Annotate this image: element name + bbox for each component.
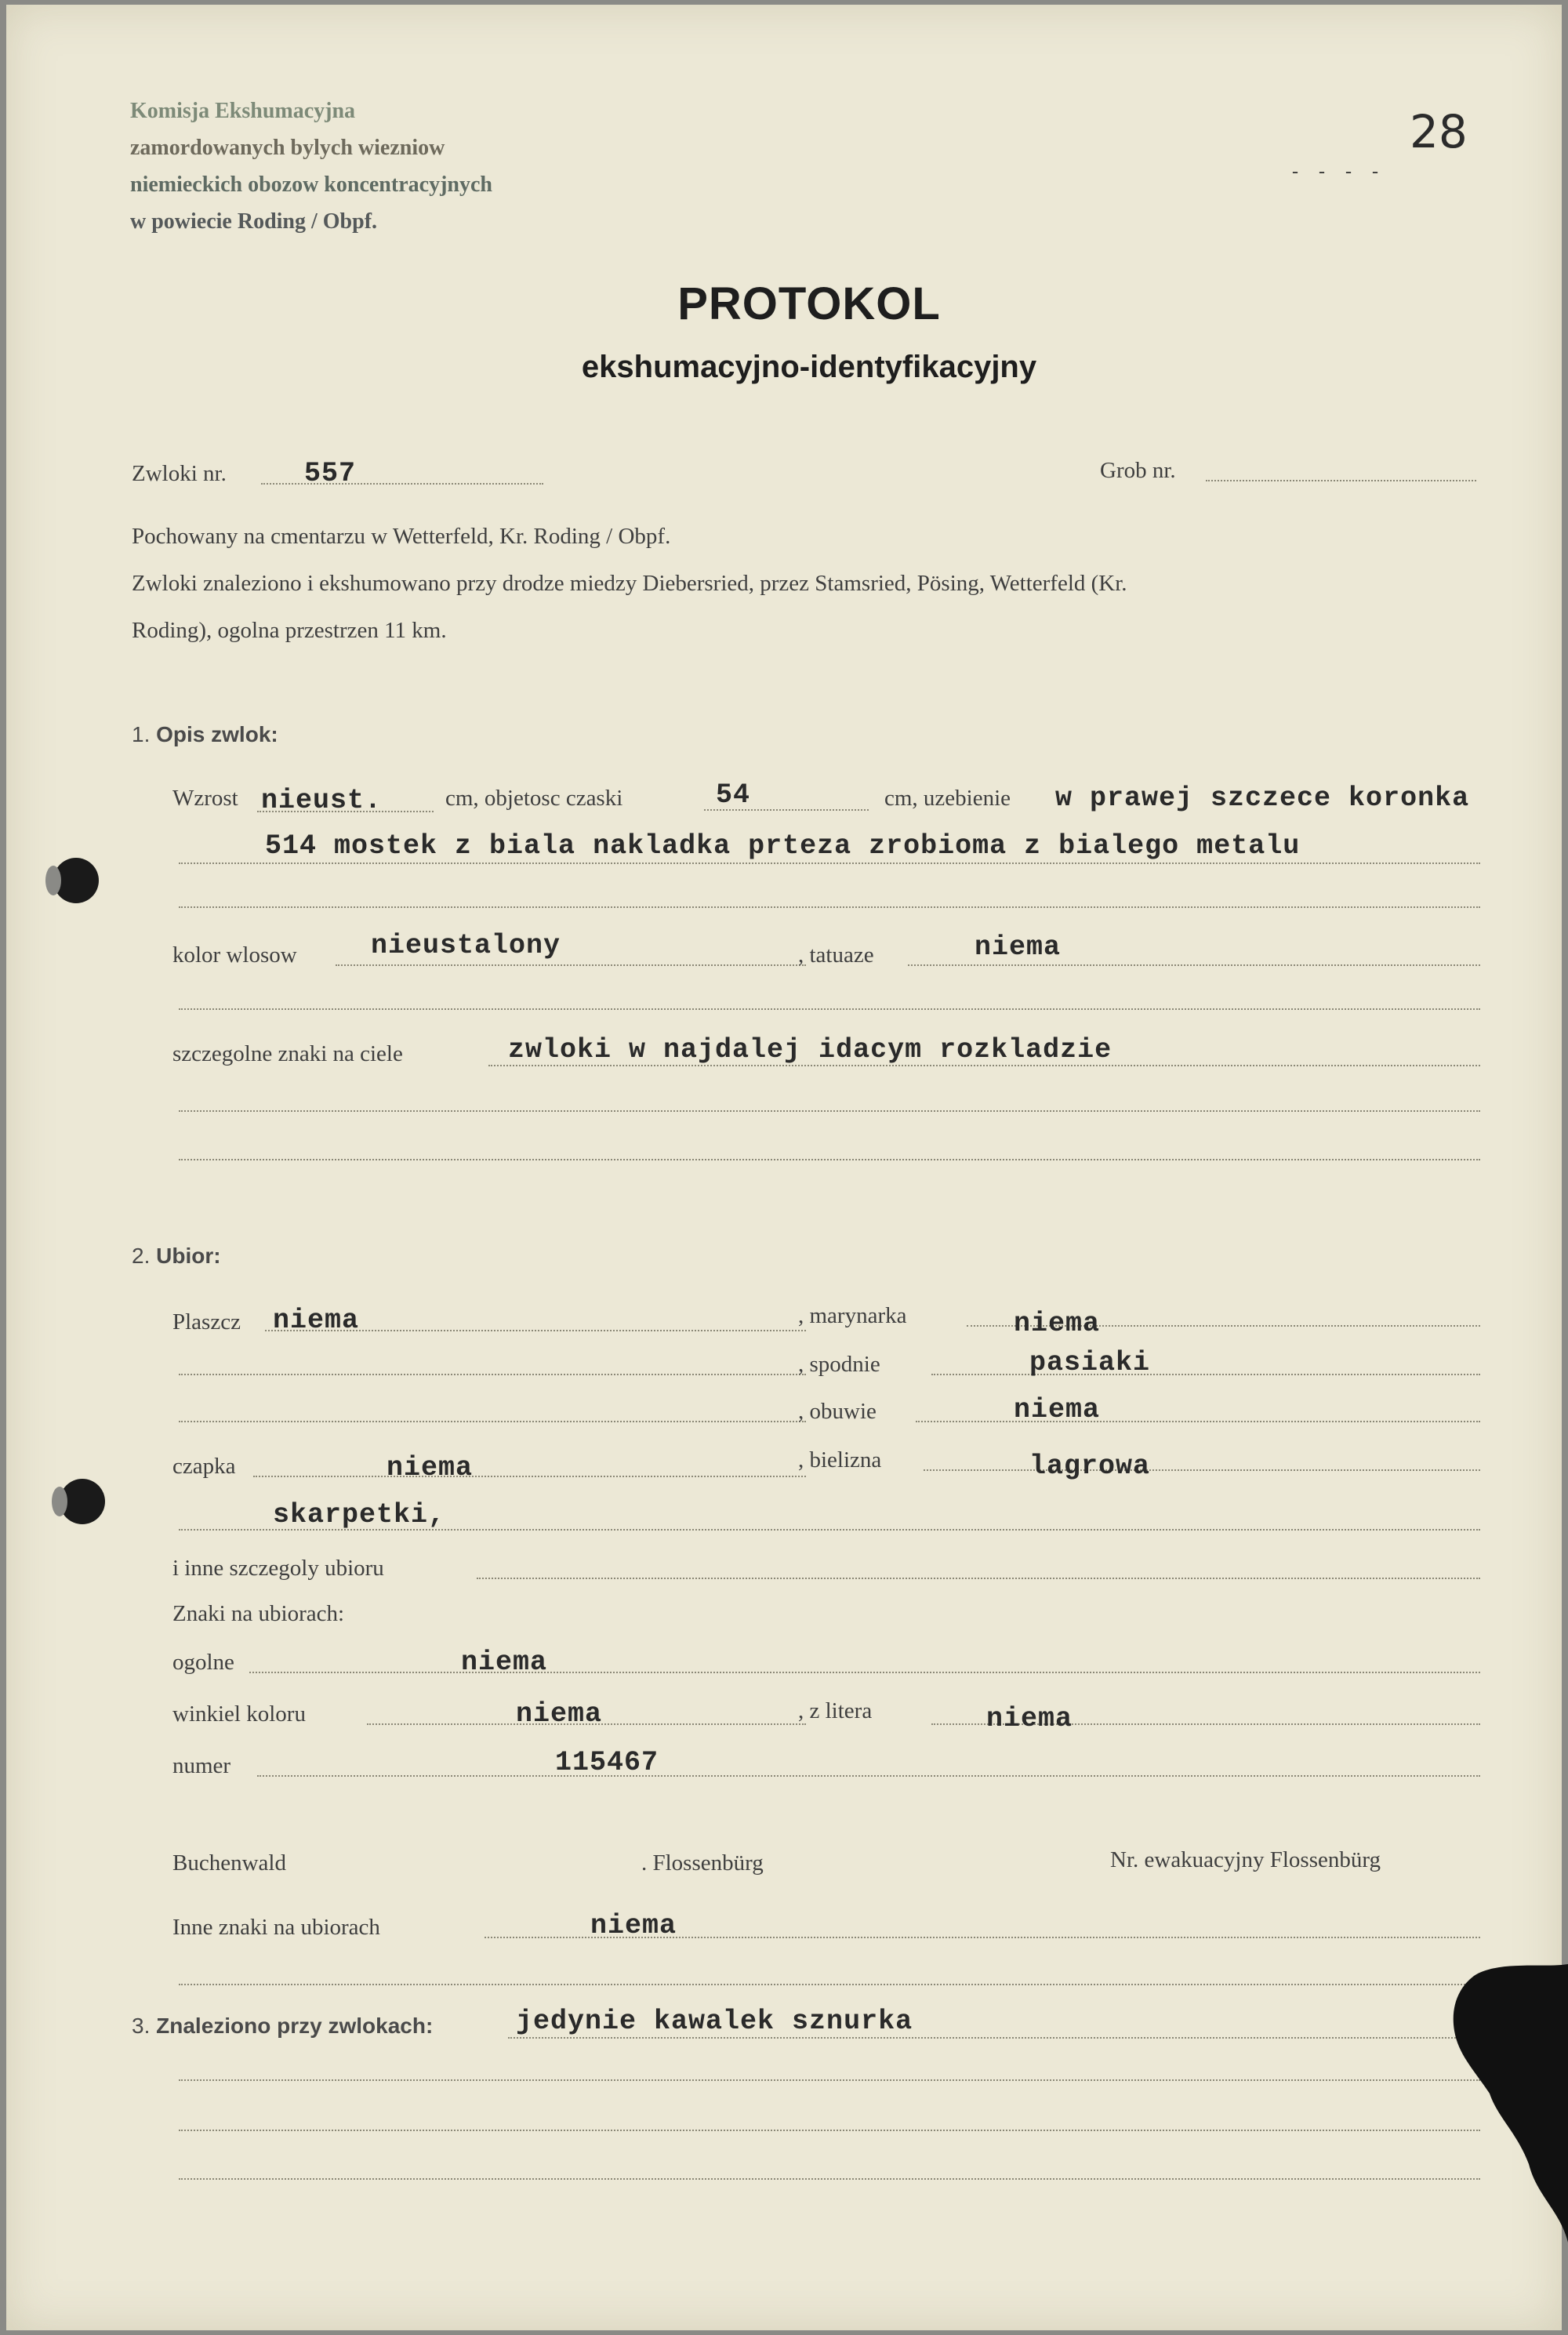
obuwie-value: niema xyxy=(1014,1394,1101,1425)
grob-line xyxy=(1206,480,1476,481)
tatuaze-line xyxy=(908,964,1480,966)
uzebienie-value-1: w prawej szczece koronka xyxy=(1055,783,1470,814)
header-line-2: zamordowanych bylych wiezniow xyxy=(130,136,445,160)
inne-szczegoly-label: i inne szczegoly ubioru xyxy=(172,1556,384,1581)
blank-line-8 xyxy=(179,2079,1480,2081)
blank-line-1 xyxy=(179,906,1480,908)
punch-hole-bottom xyxy=(60,1479,105,1524)
cm-objetosc-label: cm, objetosc czaski xyxy=(445,786,623,811)
ewakuacyjny-label: Nr. ewakuacyjny Flossenbürg xyxy=(1110,1847,1381,1872)
section-3-title: Znaleziono przy zwlokach: xyxy=(156,2014,434,2038)
section-3-number: 3. xyxy=(132,2014,151,2038)
inne-szczegoly-line xyxy=(477,1578,1480,1579)
document-subtitle: ekshumacyjno-identyfikacyjny xyxy=(581,350,1037,384)
section-2-heading xyxy=(132,1244,221,1269)
bielizna-value: lagrowa xyxy=(1029,1451,1151,1482)
ogolne-value: niema xyxy=(461,1647,548,1678)
blank-line-5 xyxy=(179,1374,806,1375)
flossenburg-label: . Flossenbürg xyxy=(641,1850,764,1876)
section-2-number: 2. xyxy=(132,1244,151,1268)
zwloki-value: 557 xyxy=(304,458,357,489)
blank-line-2 xyxy=(179,1008,1480,1010)
intro-line-1: Pochowany na cmentarzu w Wetterfeld, Kr. Roding / Obpf. xyxy=(132,524,671,549)
inne-znaki-value: niema xyxy=(590,1910,677,1941)
uzebienie-line-2 xyxy=(179,862,1480,864)
znaleziono-line xyxy=(508,2037,1480,2039)
obuwie-label: , obuwie xyxy=(798,1399,877,1424)
skarpetki-value: skarpetki, xyxy=(273,1499,446,1531)
uzebienie-value-2: 514 mostek z biala nakladka prteza zrobioma z bialego metalu xyxy=(265,830,1301,862)
plaszcz-value: niema xyxy=(273,1305,360,1336)
spodnie-line xyxy=(931,1374,1480,1375)
numer-line xyxy=(257,1775,1480,1777)
znaki-cialo-value: zwloki w najdalej idacym rozkladzie xyxy=(508,1034,1112,1066)
kolor-value: nieustalony xyxy=(371,930,561,961)
section-1-heading xyxy=(132,722,278,747)
bielizna-line xyxy=(924,1469,1480,1471)
document-page xyxy=(6,5,1562,2330)
punch-hole-top xyxy=(53,858,99,903)
marynarka-label: , marynarka xyxy=(798,1303,907,1328)
header-line-1: Komisja Ekshumacyjna xyxy=(130,99,356,123)
winkiel-label: winkiel koloru xyxy=(172,1701,306,1727)
winkiel-value: niema xyxy=(516,1698,603,1730)
plaszcz-label: Plaszcz xyxy=(172,1309,241,1335)
grob-label: Grob nr. xyxy=(1100,458,1176,483)
intro-line-3: Roding), ogolna przestrzen 11 km. xyxy=(132,618,447,643)
cm-uzebienie-label: cm, uzebienie xyxy=(884,786,1011,811)
spodnie-label: , spodnie xyxy=(798,1352,880,1377)
litera-value: niema xyxy=(986,1703,1073,1734)
obuwie-line xyxy=(916,1421,1480,1422)
wzrost-label: Wzrost xyxy=(172,786,238,811)
tatuaze-label: , tatuaze xyxy=(798,942,874,968)
blank-line-7 xyxy=(179,1984,1480,1985)
section-1-title: Opis zwlok: xyxy=(156,722,278,746)
ogolne-line xyxy=(249,1672,1480,1673)
header-line-3: niemieckich obozow koncentracyjnych xyxy=(130,172,492,197)
page-number: 28 xyxy=(1410,105,1468,158)
zwloki-line xyxy=(261,483,543,485)
blank-line-10 xyxy=(179,2178,1480,2180)
znaki-cialo-label: szczegolne znaki na ciele xyxy=(172,1041,403,1066)
blank-line-4 xyxy=(179,1159,1480,1160)
page-damage-blot xyxy=(1443,1960,1568,2242)
section-3-heading xyxy=(132,2014,433,2039)
kolor-label: kolor wlosow xyxy=(172,942,297,968)
section-1-number: 1. xyxy=(132,722,151,746)
tatuaze-value: niema xyxy=(975,931,1062,963)
kolor-line xyxy=(336,964,806,966)
znaleziono-value: jedynie kawalek sznurka xyxy=(516,2006,913,2037)
czapka-label: czapka xyxy=(172,1454,236,1479)
blank-line-6 xyxy=(179,1421,806,1422)
marynarka-value: niema xyxy=(1014,1308,1101,1339)
litera-label: , z litera xyxy=(798,1698,873,1723)
page-number-underline: - - - - xyxy=(1292,162,1386,182)
czaszka-value: 54 xyxy=(716,779,751,811)
bielizna-label: , bielizna xyxy=(798,1447,882,1473)
buchenwald-label: Buchenwald xyxy=(172,1850,286,1876)
wzrost-value: nieust. xyxy=(261,785,383,816)
ogolne-label: ogolne xyxy=(172,1650,234,1675)
zwloki-label: Zwloki nr. xyxy=(132,461,227,486)
spodnie-value: pasiaki xyxy=(1029,1347,1151,1378)
czapka-value: niema xyxy=(387,1452,474,1483)
section-2-title: Ubior: xyxy=(156,1244,221,1268)
blank-line-3 xyxy=(179,1110,1480,1112)
czapka-line xyxy=(253,1476,806,1477)
znaki-ubiorach-label: Znaki na ubiorach: xyxy=(172,1601,345,1626)
document-title: PROTOKOL xyxy=(677,278,941,329)
numer-label: numer xyxy=(172,1753,231,1778)
blank-line-9 xyxy=(179,2130,1480,2131)
header-line-4: w powiecie Roding / Obpf. xyxy=(130,209,378,234)
numer-value: 115467 xyxy=(555,1747,659,1778)
intro-line-2: Zwloki znaleziono i ekshumowano przy drodze miedzy Diebersried, przez Stamsried, Pösing, Wetterfeld (Kr. xyxy=(132,571,1127,596)
commission-header xyxy=(130,93,492,240)
inne-znaki-label: Inne znaki na ubiorach xyxy=(172,1915,380,1940)
